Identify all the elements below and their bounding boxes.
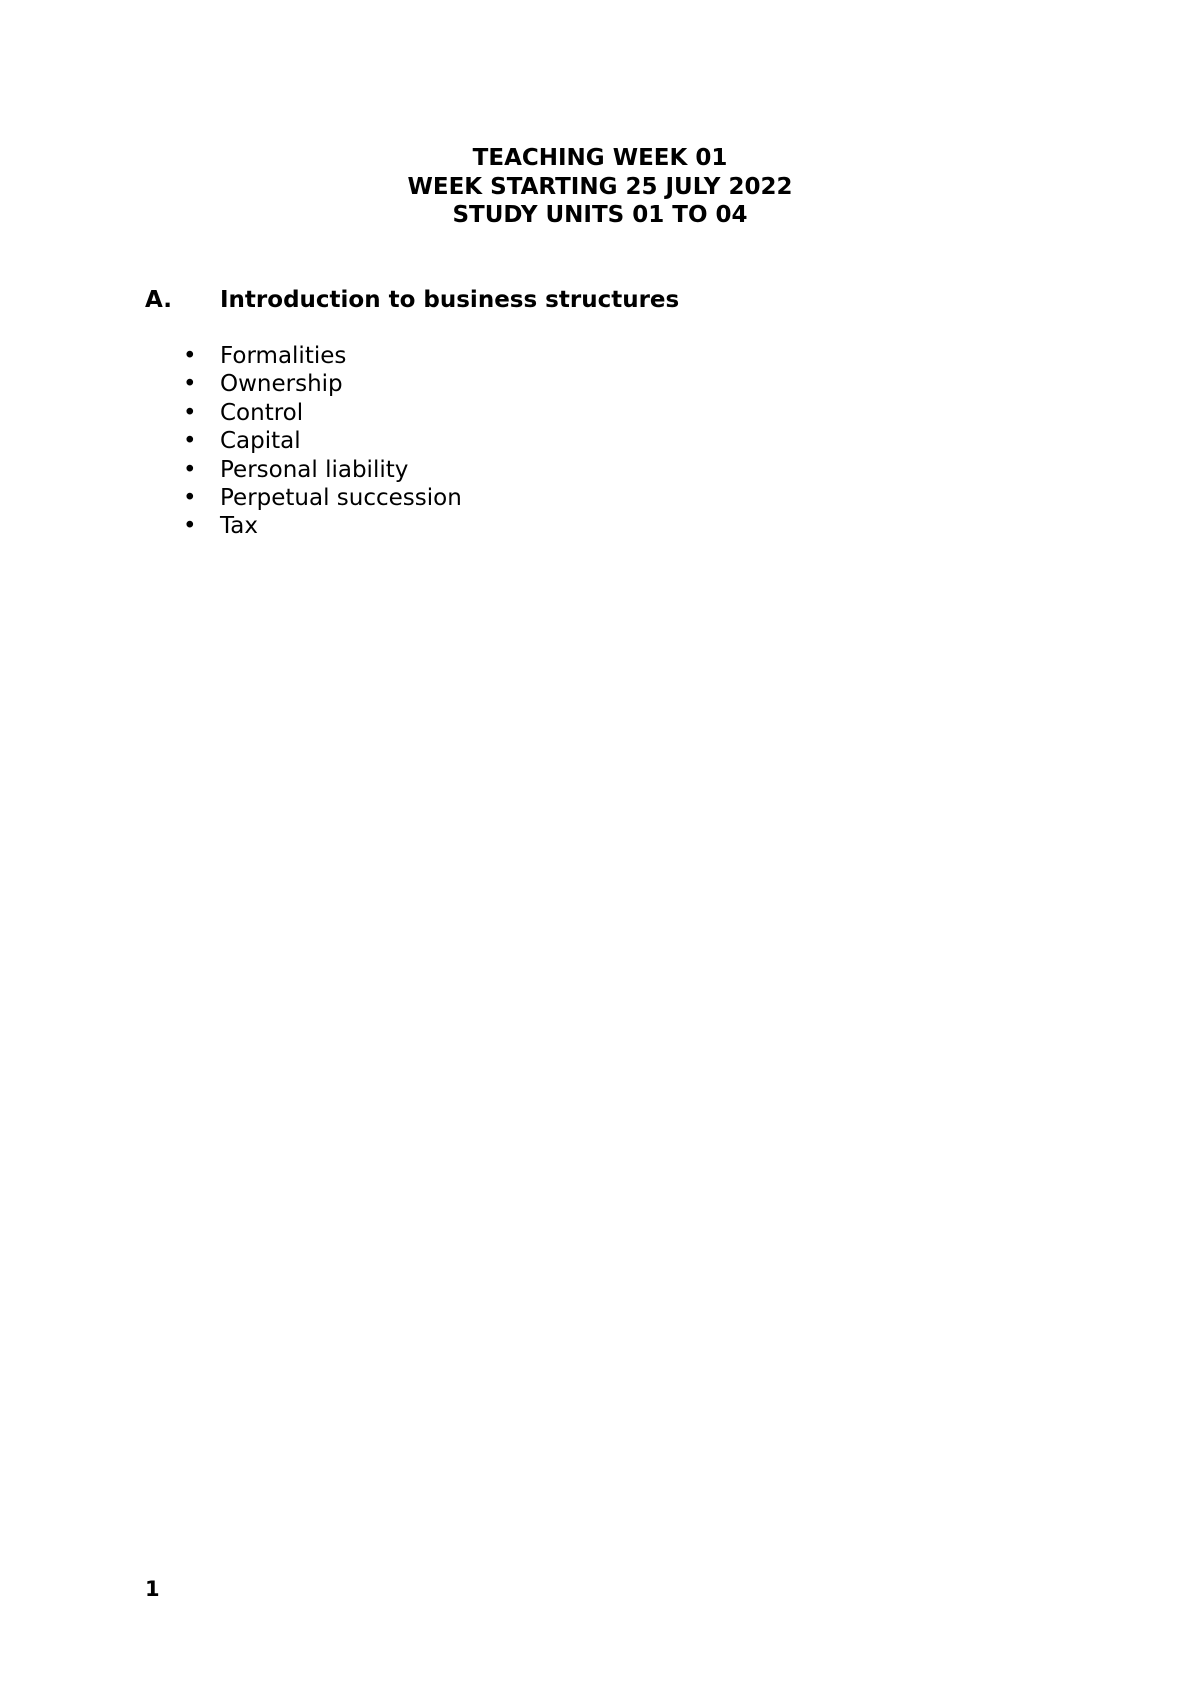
bullet-icon: • — [183, 428, 197, 455]
list-item — [180, 427, 462, 455]
bullet-icon: • — [183, 343, 197, 369]
section-letter: A. — [145, 287, 172, 313]
header-teaching-week: TEACHING WEEK 01 — [472, 145, 728, 171]
page-number: 1 — [145, 1577, 160, 1601]
section-heading — [145, 285, 679, 315]
list-item-text: Control — [220, 399, 304, 426]
list-item-text: Personal liability — [220, 456, 409, 483]
list-item-text: Tax — [220, 513, 258, 540]
list-item — [180, 370, 462, 398]
bullet-icon: • — [183, 399, 197, 426]
header-week-starting: WEEK STARTING 25 JULY 2022 — [407, 173, 793, 200]
bullet-icon: • — [183, 456, 197, 483]
list-item — [180, 484, 462, 512]
list-item — [180, 456, 462, 484]
list-item — [180, 342, 462, 370]
bullet-list — [180, 342, 462, 541]
header-study-units: STUDY UNITS 01 TO 04 — [452, 202, 748, 228]
list-item — [180, 399, 462, 427]
list-item — [180, 512, 462, 540]
list-item-text: Perpetual succession — [220, 485, 462, 512]
list-item-text: Capital — [220, 428, 301, 455]
bullet-icon: • — [183, 485, 197, 512]
list-item-text: Formalities — [220, 343, 347, 369]
bullet-icon: • — [183, 371, 197, 398]
section-title: Introduction to business structures — [220, 287, 680, 313]
bullet-icon: • — [183, 513, 197, 540]
list-item-text: Ownership — [220, 371, 343, 398]
document-header — [0, 144, 1200, 230]
